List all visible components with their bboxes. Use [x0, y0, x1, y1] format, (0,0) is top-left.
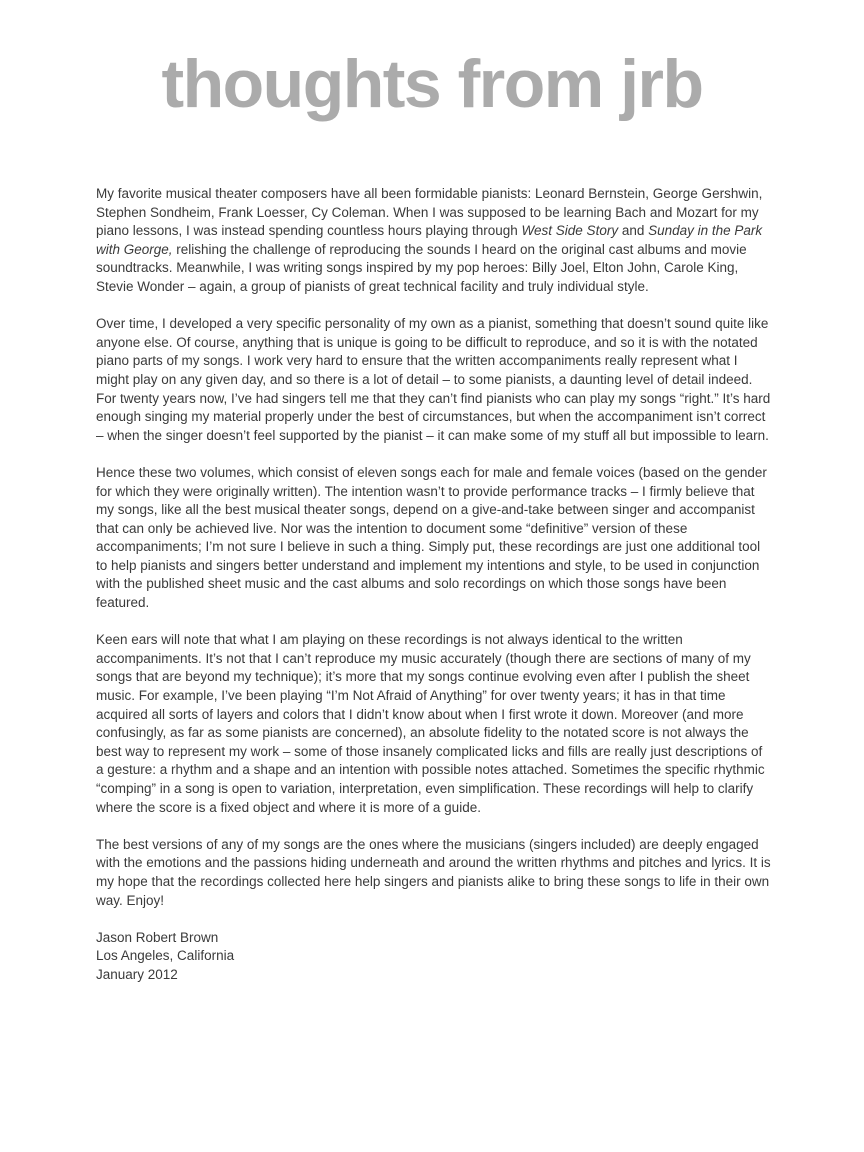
text-segment: Hence these two volumes, which consist of eleven songs each for male and female voices (based on the gender for which they were originally written). The intention wasn’t to provide performance tracks – I firmly believe that my songs, like all the best musical theater songs, depend on a give-and-take between singer and accompanist that can only be achieved live. Nor was the intention to document some “definitive” version of these accompaniments; I’m not sure I believe in such a thing. Simply put, these recordings are just one additional tool to help pianists and singers better understand and implement my intentions and style, to be used in conjunction with the published sheet music and the cast albums and solo recordings on which those songs have been featured. — [96, 464, 767, 611]
text-segment: The best versions of any of my songs are the ones where the musicians (singers included) are deeply engaged with the emotions and the passions hiding underneath and around the written rhythms and pitches and lyrics. It is my hope that the recordings collected here help singers and pianists alike to bring these songs to life in their own way. Enjoy! — [96, 836, 771, 908]
paragraph — [96, 315, 772, 445]
italic-text-segment: Sunday in the Park with George, — [96, 223, 763, 257]
signature-block — [96, 929, 772, 985]
text-segment: relishing the challenge of reproducing the sounds I heard on the original cast albums and movie soundtracks. Meanwhile, I was writing songs inspired by my pop heroes: Billy Joel, Elton John, Carole King, Stevie Wonder – again, a group of pianists of great technical facility and truly individual style. — [96, 241, 747, 294]
signature-line: January 2012 — [96, 966, 178, 982]
paragraph — [96, 464, 772, 613]
paragraph — [96, 185, 772, 297]
text-segment: My favorite musical theater composers have all been formidable pianists: Leonard Bernstein, George Gershwin, Stephen Sondheim, Frank Loesser, Cy Coleman. When I was supposed to be learning Bach and Mozart for my piano lessons, I was instead spending countless hours playing through — [96, 186, 763, 239]
text-segment: Keen ears will note that what I am playing on these recordings is not always identical to the written accompaniments. It’s not that I can’t reproduce my music accurately (though there are sections of many of my songs that are beyond my technique); it’s more that my songs continue evolving even after I publish the sheet music. For example, I’ve been playing “I’m Not Afraid of Anything” for over twenty years; it has in that time acquired all sorts of layers and colors that I didn’t know about when I first wrote it down. Moreover (and more confusingly, as far as some pianists are concerned), an absolute fidelity to the notated score is not always the best way to represent my work – some of those insanely complicated licks and fills are really just descriptions of a gesture: a rhythm and a shape and an intention with possible notes attached. Sometimes the specific rhythmic “comping” in a song is open to variation, interpretation, even simplification. These recordings will help to clarify where the score is a fixed object and where it is more of a guide. — [96, 632, 765, 815]
paragraph — [96, 631, 772, 817]
italic-text-segment: West Side Story — [521, 223, 619, 239]
paragraphs-container — [96, 185, 772, 910]
page-title: thoughts from jrb — [161, 46, 703, 122]
signature-line: Jason Robert Brown — [96, 929, 219, 945]
paragraph — [96, 836, 772, 910]
signature-line: Los Angeles, California — [96, 948, 235, 964]
text-segment: and — [618, 223, 649, 239]
letter-body — [96, 185, 772, 985]
text-segment: Over time, I developed a very specific personality of my own as a pianist, something that doesn’t sound quite like anyone else. Of course, anything that is unique is going to be difficult to reproduce, and so it is with the notated piano parts of my songs. I work very hard to ensure that the written accompaniments really represent what I might play on any given day, and so there is a lot of detail – to some pianists, a daunting level of detail indeed. For twenty years now, I’ve had singers tell me that they can’t find pianists who can play my songs “right.” It’s hard enough singing my material properly under the best of circumstances, but when the accompaniment isn’t correct – when the singer doesn’t feel supported by the pianist – it can make some of my stuff all but impossible to learn. — [96, 316, 771, 443]
